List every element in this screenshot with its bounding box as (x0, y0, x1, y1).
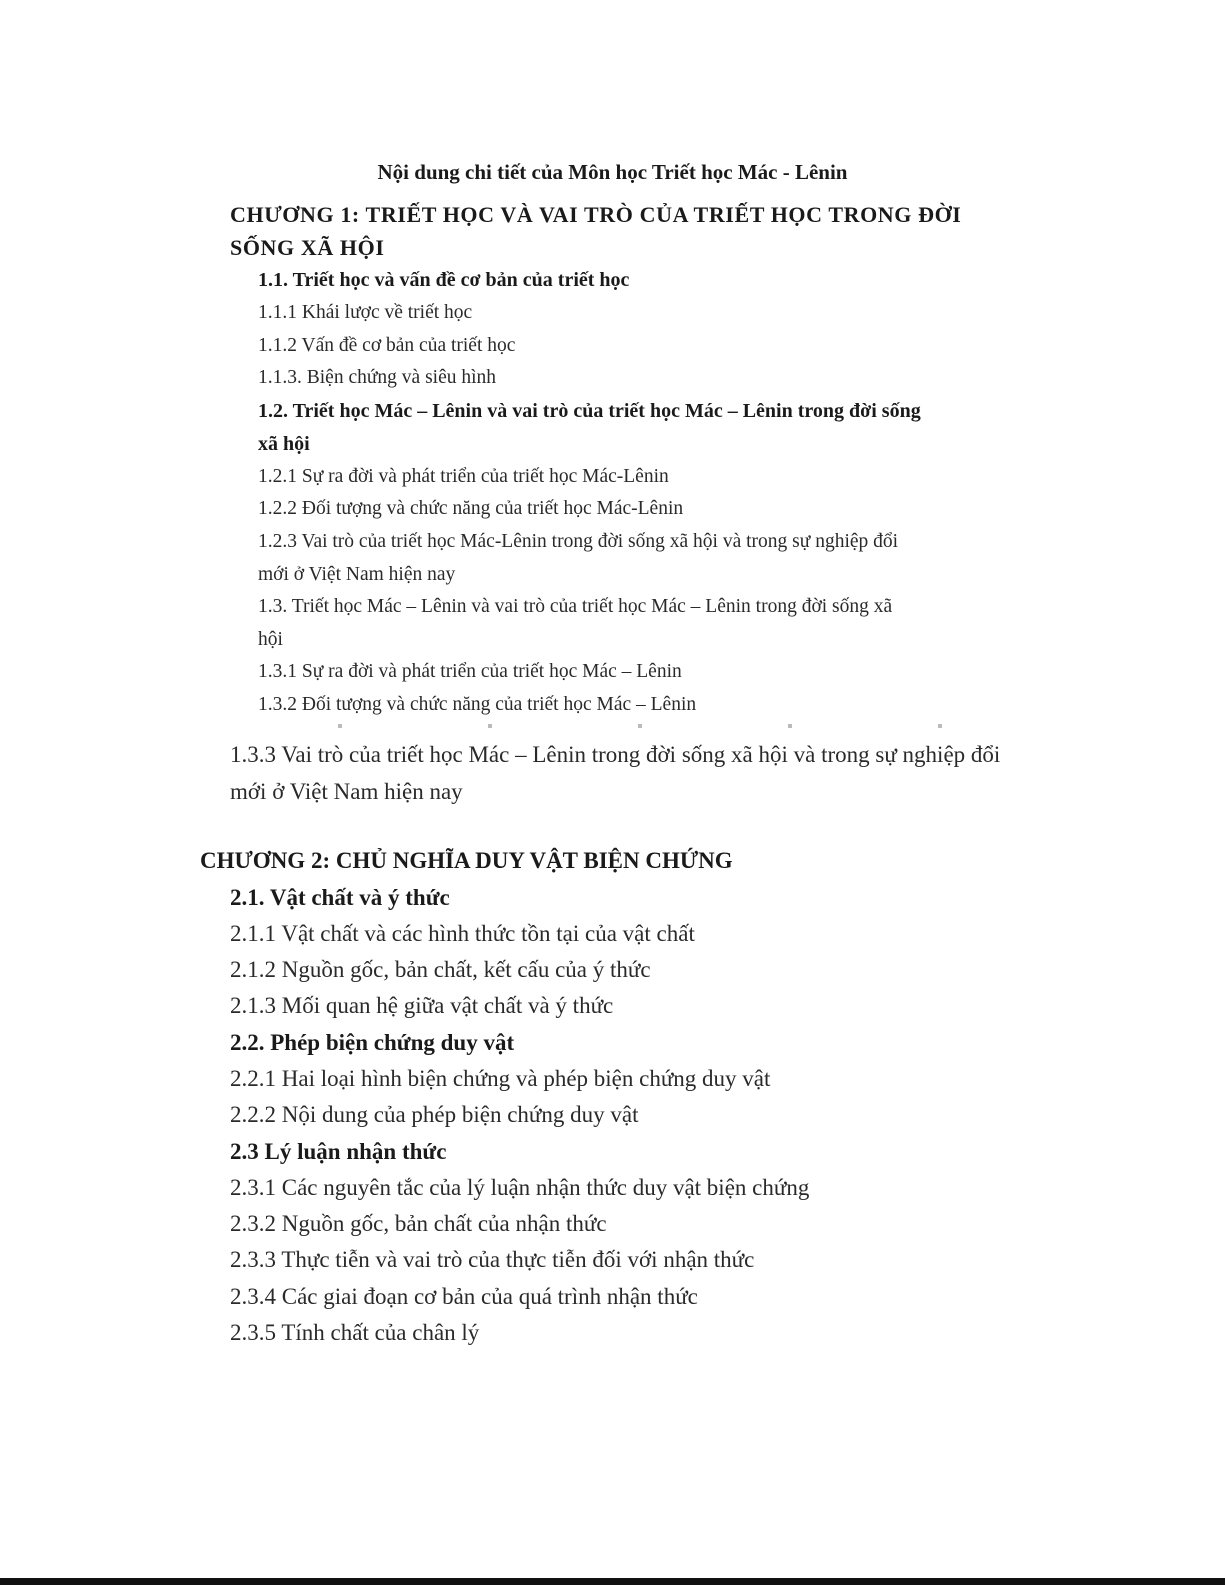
item-2-1-1: 2.1.1 Vật chất và các hình thức tồn tại của vật chất (230, 921, 695, 946)
chapter1-heading-line1: CHƯƠNG 1: TRIẾT HỌC VÀ VAI TRÒ CỦA TRIẾT HỌC TRONG ĐỜI (230, 202, 962, 227)
section-1-2-heading-line2: xã hội (258, 433, 310, 455)
item-1-1-1: 1.1.1 Khái lược về triết học (258, 302, 473, 323)
section-2-2-heading: 2.2. Phép biện chứng duy vật (230, 1030, 515, 1055)
item-1-3-3-line1: 1.3.3 Vai trò của triết học Mác – Lênin trong đời sống xã hội và trong sự nghiệp đổi (230, 742, 1001, 767)
page-bottom-border (0, 1578, 1225, 1585)
section-1-3-heading-line1: 1.3. Triết học Mác – Lênin và vai trò của triết học Mác – Lênin trong đời sống xã (258, 596, 893, 617)
chapter1-heading-line2: SỐNG XÃ HỘI (230, 235, 385, 260)
item-1-2-3-line1: 1.2.3 Vai trò của triết học Mác-Lênin trong đời sống xã hội và trong sự nghiệp đổi (258, 531, 899, 552)
chapter2-heading: CHƯƠNG 2: CHỦ NGHĨA DUY VẬT BIỆN CHỨNG (200, 848, 733, 873)
item-1-1-3: 1.1.3. Biện chứng và siêu hình (258, 367, 497, 388)
item-2-2-1: 2.2.1 Hai loại hình biện chứng và phép biện chứng duy vật (230, 1066, 771, 1091)
item-1-3-1: 1.3.1 Sự ra đời và phát triển của triết học Mác – Lênin (258, 661, 682, 682)
item-2-3-3: 2.3.3 Thực tiễn và vai trò của thực tiễn đối với nhận thức (230, 1247, 755, 1272)
item-1-3-2: 1.3.2 Đối tượng và chức năng của triết học Mác – Lênin (258, 694, 697, 715)
section-1-1-heading: 1.1. Triết học và vấn đề cơ bản của triết học (258, 269, 630, 291)
item-2-3-4: 2.3.4 Các giai đoạn cơ bản của quá trình nhận thức (230, 1284, 698, 1309)
section-1-2-heading-line1: 1.2. Triết học Mác – Lênin và vai trò của triết học Mác – Lênin trong đời sống (258, 400, 921, 422)
item-1-3-3-line2: mới ở Việt Nam hiện nay (230, 779, 463, 804)
item-2-1-2: 2.1.2 Nguồn gốc, bản chất, kết cấu của ý thức (230, 957, 651, 982)
item-1-1-2: 1.1.2 Vấn đề cơ bản của triết học (258, 335, 516, 356)
item-2-1-3: 2.1.3 Mối quan hệ giữa vật chất và ý thức (230, 993, 614, 1018)
page-title: Nội dung chi tiết của Môn học Triết học Mác - Lênin (377, 160, 848, 184)
scan-artifact-line (258, 724, 978, 728)
section-2-1-heading: 2.1. Vật chất và ý thức (230, 885, 450, 910)
item-1-2-2: 1.2.2 Đối tượng và chức năng của triết học Mác-Lênin (258, 498, 684, 519)
item-2-3-5: 2.3.5 Tính chất của chân lý (230, 1320, 480, 1345)
section-1-3-heading-line2: hội (258, 629, 283, 650)
item-1-2-1: 1.2.1 Sự ra đời và phát triển của triết học Mác-Lênin (258, 466, 669, 487)
item-2-3-1: 2.3.1 Các nguyên tắc của lý luận nhận thức duy vật biện chứng (230, 1175, 810, 1200)
item-1-2-3-line2: mới ở Việt Nam hiện nay (258, 564, 456, 585)
section-2-3-heading: 2.3 Lý luận nhận thức (230, 1139, 447, 1164)
item-2-3-2: 2.3.2 Nguồn gốc, bản chất của nhận thức (230, 1211, 607, 1236)
item-2-2-2: 2.2.2 Nội dung của phép biện chứng duy vật (230, 1102, 639, 1127)
